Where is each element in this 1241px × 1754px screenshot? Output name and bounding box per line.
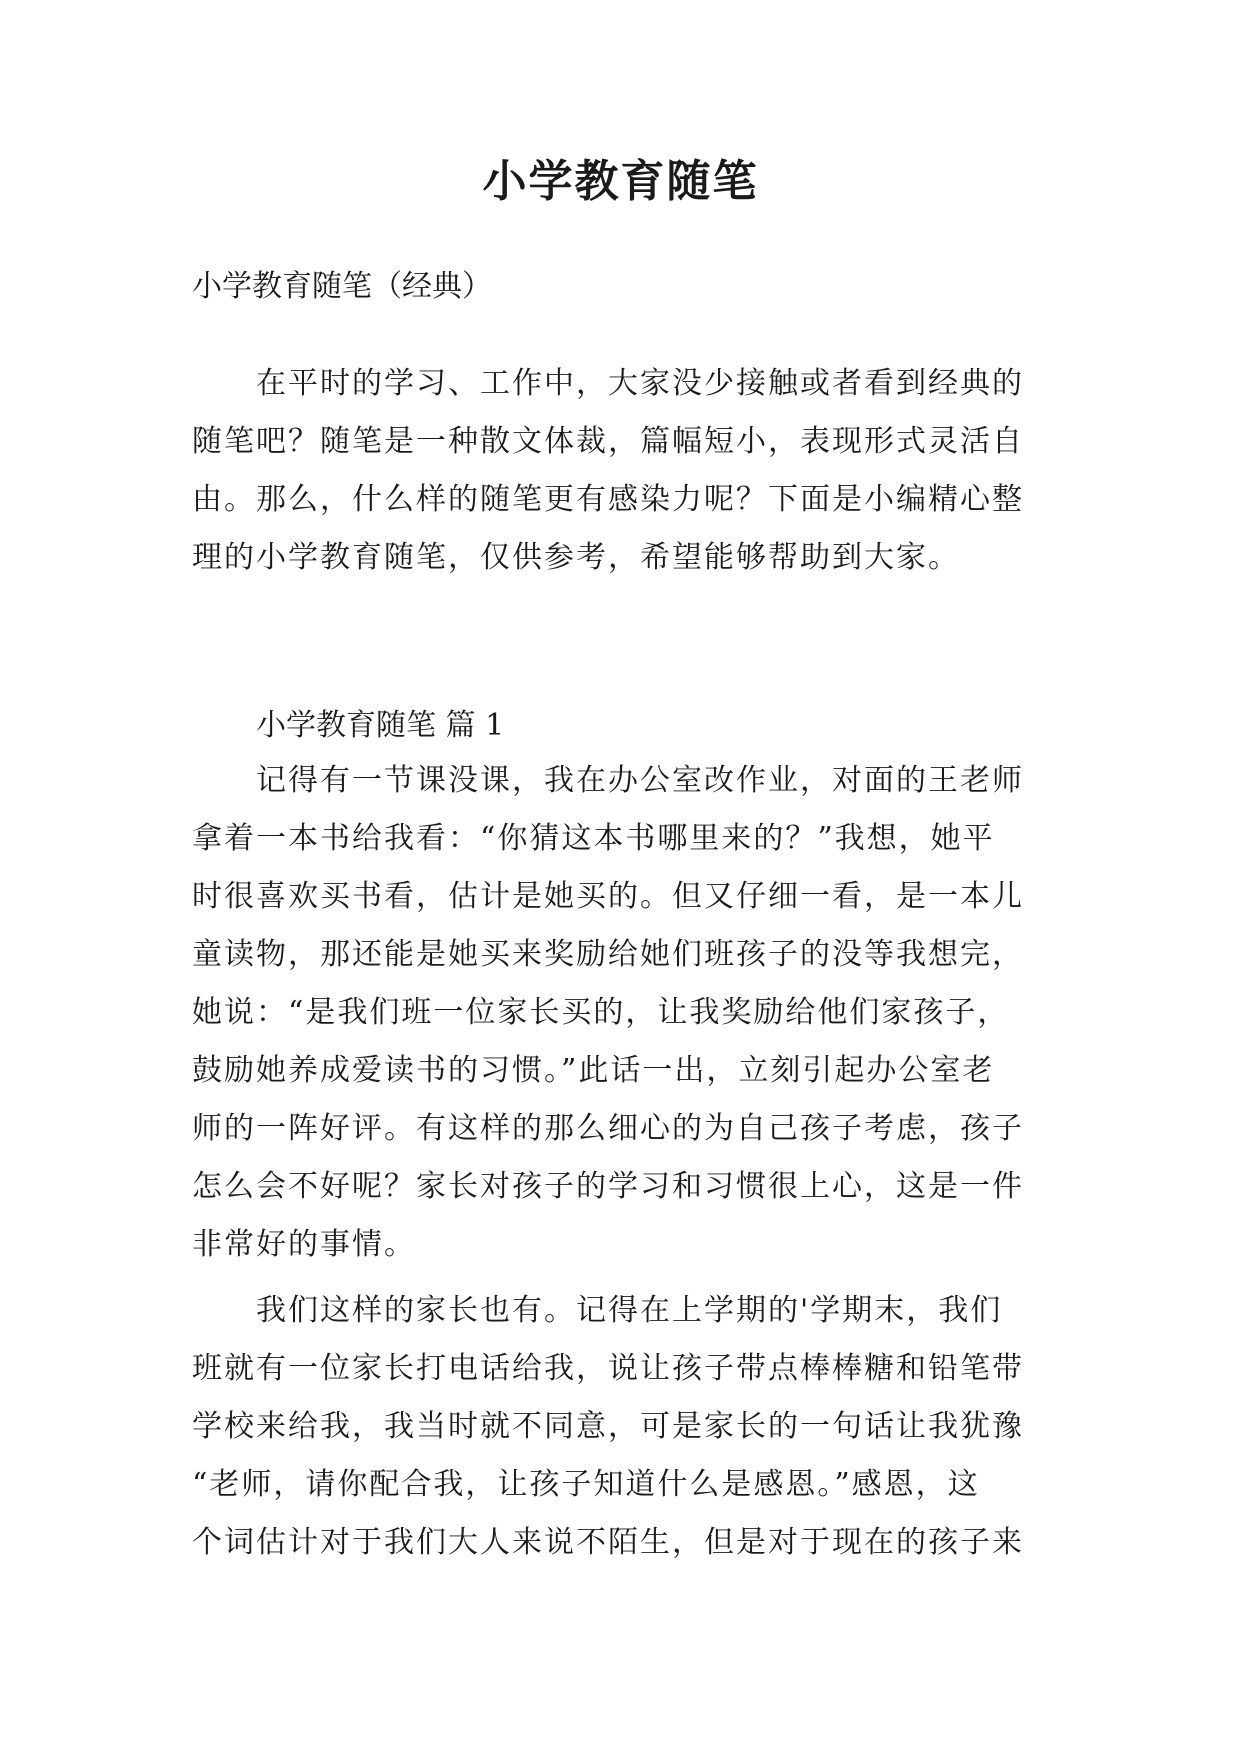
body-line: 鼓励她养成爱读书的习惯。”此话一出，立刻引起办公室老 <box>192 1053 995 1088</box>
intro-paragraph <box>192 355 1072 587</box>
body-paragraph-1 <box>192 752 1072 1274</box>
body-line: 怎么会不好呢？家长对孩子的学习和习惯很上心，这是一件 <box>192 1169 1024 1204</box>
body-line: 学校来给我，我当时就不同意，可是家长的一句话让我犹豫 <box>192 1409 1024 1444</box>
body-paragraph-2 <box>192 1282 1072 1572</box>
intro-line: 随笔吧？随笔是一种散文体裁，篇幅短小，表现形式灵活自 <box>192 424 1024 459</box>
intro-line: 理的小学教育随笔，仅供参考，希望能够帮助到大家。 <box>192 540 960 575</box>
body-line: 个词估计对于我们大人来说不陌生，但是对于现在的孩子来 <box>192 1525 1024 1560</box>
body-line: “老师，请你配合我，让孩子知道什么是感恩。”感恩，这 <box>192 1467 980 1502</box>
body-line: 非常好的事情。 <box>192 1227 416 1262</box>
body-line: 童读物，那还能是她买来奖励给她们班孩子的没等我想完， <box>192 937 1024 972</box>
intro-line: 由。那么，什么样的随笔更有感染力呢？下面是小编精心整 <box>192 482 1024 517</box>
document-subtitle: 小学教育随笔（经典） <box>192 269 492 304</box>
body-line: 拿着一本书给我看：“你猜这本书哪里来的？”我想，她平 <box>192 821 995 856</box>
body-line: 时很喜欢买书看，估计是她买的。但又仔细一看，是一本儿 <box>192 879 1024 914</box>
body-line: 她说：“是我们班一位家长买的，让我奖励给他们家孩子， <box>192 995 1010 1030</box>
body-line: 记得有一节课没课，我在办公室改作业，对面的王老师 <box>256 763 1024 798</box>
body-line: 师的一阵好评。有这样的那么细心的为自己孩子考虑，孩子 <box>192 1111 1024 1146</box>
body-line: 我们这样的家长也有。记得在上学期的'学期末，我们 <box>256 1293 1003 1328</box>
intro-line: 在平时的学习、工作中，大家没少接触或者看到经典的 <box>256 366 1024 401</box>
document-title: 小学教育随笔 <box>482 156 759 207</box>
section-heading: 小学教育随笔 篇 1 <box>256 708 505 743</box>
body-line: 班就有一位家长打电话给我，说让孩子带点棒棒糖和铅笔带 <box>192 1351 1024 1386</box>
